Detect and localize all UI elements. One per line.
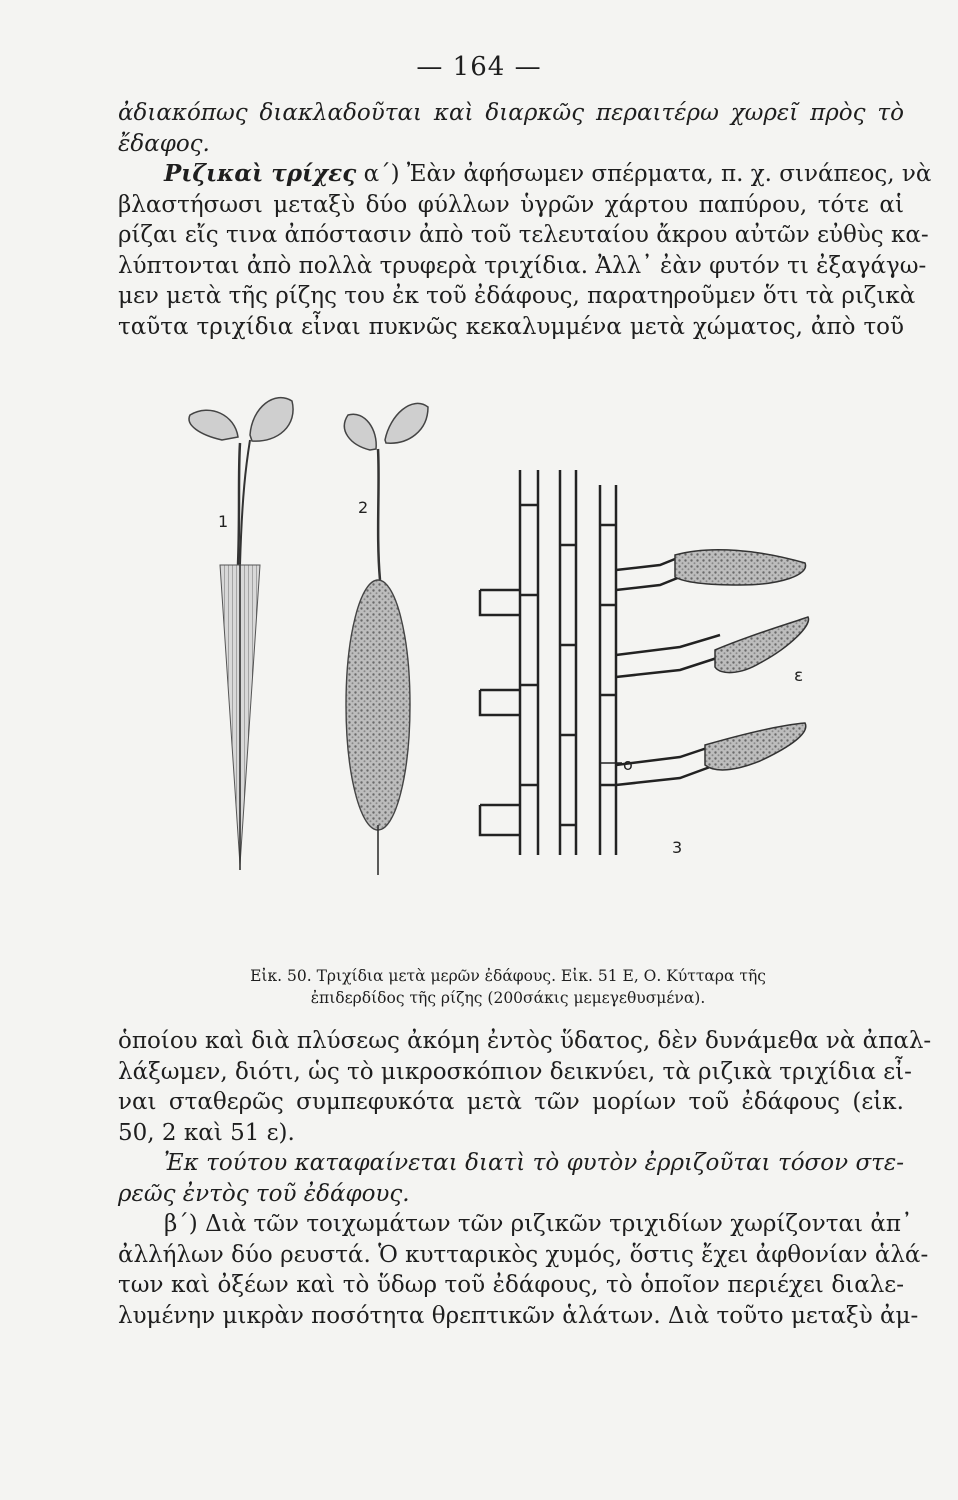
text-line: μεν μετὰ τῆς ρίζης του ἐκ τοῦ ἐδάφους, παρατηροῦμεν ὅτι τὰ ριζικὰ — [118, 283, 916, 309]
figure-illustration — [180, 385, 820, 895]
text-line: 50, 2 καὶ 51 ε). — [118, 1119, 295, 1146]
stem — [378, 449, 380, 580]
figure-label-3: 3 — [672, 838, 683, 857]
text-line: ρεῶς ἐντὸς τοῦ ἐδάφους. — [118, 1180, 410, 1207]
cotyledon-right — [385, 403, 428, 443]
text-line: βλαστήσωσι μεταξὺ δύο φύλλων ὑγρῶν χάρτου παπύρου, τότε αἱ — [118, 191, 904, 218]
figure-label-1: 1 — [218, 512, 229, 531]
text-line: ἔδαφος. — [118, 130, 210, 157]
root-with-soil — [346, 580, 410, 830]
text-line: ρίζαι εἴς τινα ἀπόστασιν ἀπὸ τοῦ τελευταίου ἄκρου αὐτῶν εὐθὺς κα- — [118, 222, 929, 248]
paragraph-top — [118, 98, 932, 342]
seedling-1 — [189, 398, 293, 870]
text-line: λύπτονται ἀπὸ πολλὰ τρυφερὰ τριχίδια. Ἀλλ᾽ ἐὰν φυτόν τι ἐξαγάγω- — [118, 252, 927, 279]
text-line: β΄) Διὰ τῶν τοιχωμάτων τῶν ριζικῶν τριχιδίων χωρίζονται ἀπ᾽ — [164, 1211, 913, 1237]
page-number: — 164 — — [416, 52, 542, 82]
figure-caption — [228, 965, 788, 1009]
text-line: ὁποίου καὶ διὰ πλύσεως ἀκόμη ἐντὸς ὕδατος, δὲν δυνάμεθα νὰ ἀπαλ- — [118, 1028, 932, 1054]
caption-line: Εἰκ. 50. Τριχίδια μετὰ μερῶν ἐδάφους. Εἰκ. 51 Ε, Ο. Κύτταρα τῆς — [250, 967, 766, 985]
text-line: λάξωμεν, διότι, ὡς τὸ μικροσκόπιον δεικνύει, τὰ ριζικὰ τριχίδια εἶ- — [118, 1058, 912, 1085]
cotyledon-left — [344, 414, 376, 450]
text-line: ἀδιακόπως διακλαδοῦται καὶ διαρκῶς περαιτέρω χωρεῖ πρὸς τὸ — [118, 100, 904, 126]
epidermis-cells-diagram — [480, 470, 720, 855]
caption-line: ἐπιδερδίδος τῆς ρίζης (200σάκις μεμεγεθυσμένα). — [310, 989, 706, 1007]
text-line: Ἐκ τούτου καταφαίνεται διατὶ τὸ φυτὸν ἐρριζοῦται τόσον στε- — [164, 1150, 904, 1176]
text-line: ναι σταθερῶς συμπεφυκότα μετὰ τῶν μορίων τοῦ ἐδάφους (εἰκ. — [118, 1089, 904, 1115]
text-line: λυμένην μικρὰν ποσότητα θρεπτικῶν ἁλάτων. Διὰ τοῦτο μεταξὺ ἀμ- — [118, 1302, 919, 1329]
text-fragment: α΄) Ἐὰν ἀφήσωμεν σπέρματα, π. χ. σινάπεος, νὰ — [363, 161, 932, 187]
figure-label-e: ε — [794, 666, 804, 686]
figure-label-o: o — [623, 755, 633, 774]
text-line: των καὶ ὀξέων καὶ τὸ ὕδωρ τοῦ ἐδάφους, τὸ ὁποῖον περιέχει διαλε- — [118, 1272, 904, 1298]
paragraph-bottom — [118, 1026, 932, 1331]
cotyledon-right — [250, 398, 293, 442]
cotyledon-left — [189, 410, 238, 440]
figure-root-hairs — [180, 385, 820, 895]
figure-label-2: 2 — [358, 498, 369, 517]
text-line — [118, 159, 932, 190]
stem — [240, 440, 250, 565]
root-hairs-with-soil — [675, 550, 808, 770]
text-line: ἀλλήλων δύο ρευστά. Ὁ κυτταρικὸς χυμός, ὅστις ἔχει ἀφθονίαν ἁλά- — [118, 1241, 929, 1268]
seedling-2 — [344, 403, 428, 875]
text-line: ταῦτα τριχίδια εἶναι πυκνῶς κεκαλυμμένα μετὰ χώματος, ἀπὸ τοῦ — [118, 313, 904, 340]
section-heading: Ριζικαὶ τρίχες — [164, 160, 357, 187]
